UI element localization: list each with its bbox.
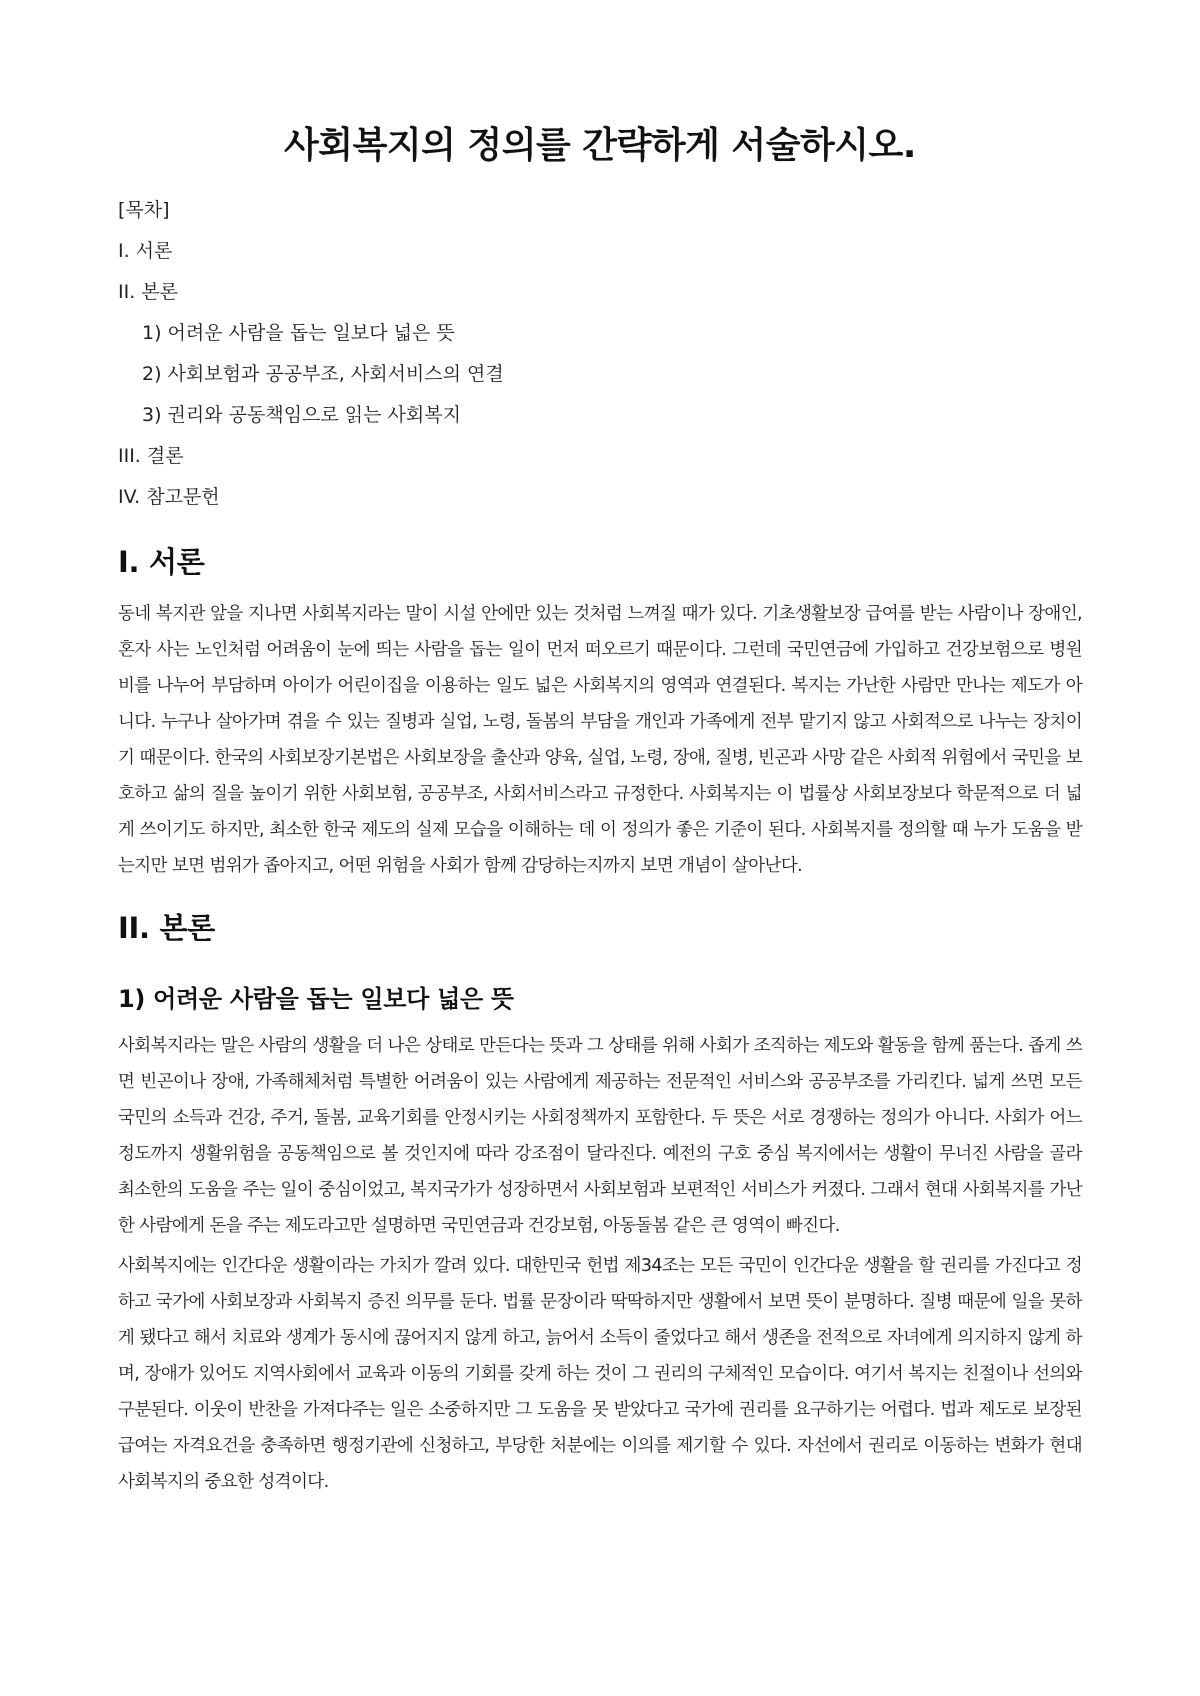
document-title: 사회복지의 정의를 간략하게 서술하시오. (284, 125, 916, 166)
toc-item-subsection-3: 3) 권리와 공동책임으로 읽는 사회복지 (142, 404, 461, 426)
subsection-1-paragraph-2: 사회복지에는 인간다운 생활이라는 가치가 깔려 있다. 대한민국 헌법 제34조는 모든 국민이 인간다운 생활을 할 권리를 가진다고 정하고 국가에 사회보장과 사회복지 증진 의무를 둔다. 법률 문장이라 딱딱하지만 생활에서 보면 뜻이 분명하다. 질병 때문에 일을 못하게 됐다고 해서 치료와 생계가 동시에 끊어지지 않게 하고, 늙어서 소득이 줄었다고 해서 생존을 전적으로 자녀에게 의지하지 않게 하며, 장애가 있어도 지역사회에서 교육과 이동의 기회를 갖게 하는 것이 그 권리의 구체적인 모습이다. 여기서 복지는 친절이나 선의와 구분된다. 이웃이 반찬을 가져다주는 일은 소중하지만 그 도움을 못 받았다고 국가에 권리를 요구하기는 어렵다. 법과 제도로 보장된 급여는 자격요건을 충족하면 행정기관에 신청하고, 부당한 처분에는 이의를 제기할 수 있다. 자선에서 권리로 이동하는 변화가 현대 사회복지의 중요한 성격이다. (118, 1256, 1082, 1492)
toc-item-main-body: II. 본론 (118, 281, 178, 303)
toc-item-conclusion: III. 결론 (118, 445, 184, 467)
main-body-heading: II. 본론 (118, 911, 215, 945)
table-of-contents (118, 190, 1082, 518)
subsection-1-paragraph-1: 사회복지라는 말은 사람의 생활을 더 나은 상태로 만든다는 뜻과 그 상태를 위해 사회가 조직하는 제도와 활동을 함께 품는다. 좁게 쓰면 빈곤이나 장애, 가족해체처럼 특별한 어려움이 있는 사람에게 제공하는 전문적인 서비스와 공공부조를 가리킨다. 넓게 쓰면 모든 국민의 소득과 건강, 주거, 돌봄, 교육기회를 안정시키는 사회정책까지 포함한다. 두 뜻은 서로 경쟁하는 정의가 아니다. 사회가 어느 정도까지 생활위험을 공동책임으로 볼 것인지에 따라 강조점이 달라진다. 예전의 구호 중심 복지에서는 생활이 무너진 사람을 골라 최소한의 도움을 주는 일이 중심이었고, 복지국가가 성장하면서 사회보험과 보편적인 서비스가 커졌다. 그래서 현대 사회복지를 가난한 사람에게 돈을 주는 제도라고만 설명하면 국민연금과 건강보험, 아동돌봄 같은 큰 영역이 빠진다. (118, 1036, 1082, 1236)
introduction-paragraph: 동네 복지관 앞을 지나면 사회복지라는 말이 시설 안에만 있는 것처럼 느껴질 때가 있다. 기초생활보장 급여를 받는 사람이나 장애인, 혼자 사는 노인처럼 어려움이 눈에 띄는 사람을 돕는 일이 먼저 떠오르기 때문이다. 그런데 국민연금에 가입하고 건강보험으로 병원비를 나누어 부담하며 아이가 어린이집을 이용하는 일도 넓은 사회복지의 영역과 연결된다. 복지는 가난한 사람만 만나는 제도가 아니다. 누구나 살아가며 겪을 수 있는 질병과 실업, 노령, 돌봄의 부담을 개인과 가족에게 전부 맡기지 않고 사회적으로 나누는 장치이기 때문이다. 한국의 사회보장기본법은 사회보장을 출산과 양육, 실업, 노령, 장애, 질병, 빈곤과 사망 같은 사회적 위험에서 국민을 보호하고 삶의 질을 높이기 위한 사회보험, 공공부조, 사회서비스라고 규정한다. 사회복지는 이 법률상 사회보장보다 학문적으로 더 넓게 쓰이기도 하지만, 최소한 한국 제도의 실제 모습을 이해하는 데 이 정의가 좋은 기준이 된다. 사회복지를 정의할 때 누가 도움을 받는지만 보면 범위가 좁아지고, 어떤 위험을 사회가 함께 감당하는지까지 보면 개념이 살아난다. (118, 604, 1082, 876)
toc-item-introduction: I. 서론 (118, 240, 173, 262)
introduction-heading: I. 서론 (118, 545, 205, 579)
toc-item-subsection-1: 1) 어려운 사람을 돕는 일보다 넓은 뜻 (142, 322, 455, 344)
toc-item-subsection-2: 2) 사회보험과 공공부조, 사회서비스의 연결 (142, 363, 504, 385)
toc-heading: [목차] (118, 199, 170, 221)
subsection-1-heading: 1) 어려운 사람을 돕는 일보다 넓은 뜻 (118, 985, 514, 1013)
toc-item-references: IV. 참고문헌 (118, 486, 220, 508)
